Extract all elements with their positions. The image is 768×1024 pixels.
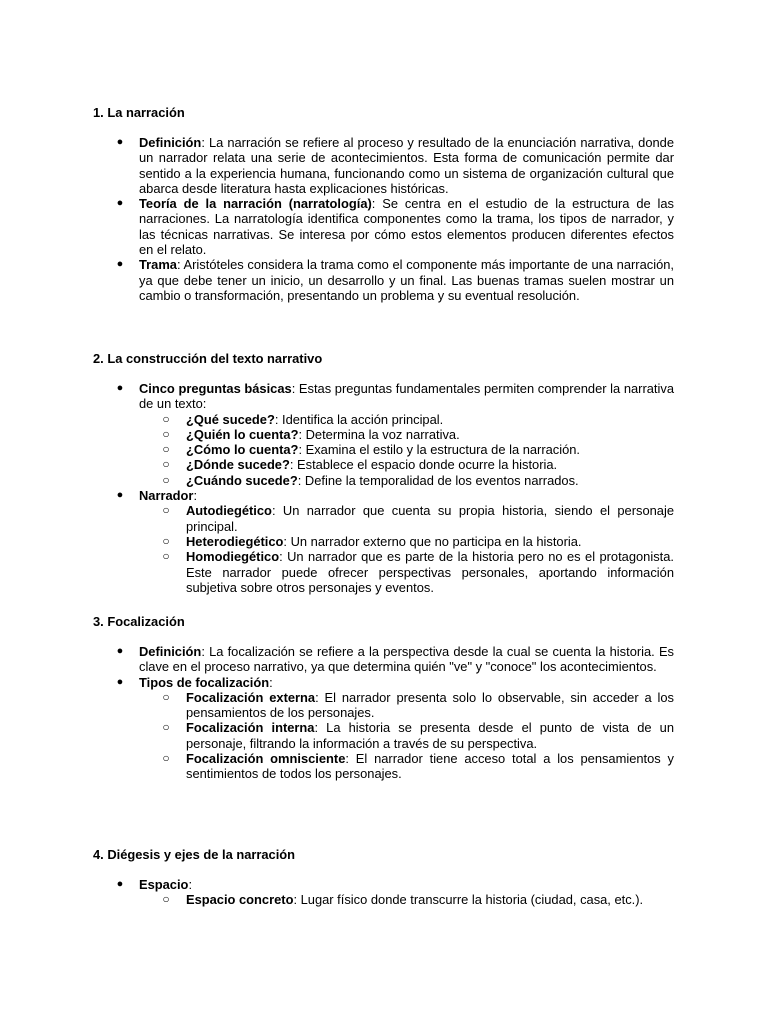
section-1-list	[0, 135, 768, 303]
description: : Examina el estilo y la estructura de la narración.	[298, 442, 581, 458]
description: : Establece el espacio donde ocurre la historia.	[289, 457, 558, 473]
sub-list-item	[0, 690, 674, 721]
description: :	[269, 674, 273, 690]
section-2-list	[0, 381, 768, 595]
description: : Un narrador externo que no participa en la historia.	[283, 533, 582, 549]
term: Narrador	[139, 488, 194, 504]
description: : Un narrador que cuenta su propia historia, siendo el personaje principal.	[186, 503, 674, 534]
term: ¿Quién lo cuenta?	[186, 426, 299, 442]
circle-bullet-icon: ○	[162, 689, 170, 704]
term: Focalización interna	[186, 720, 315, 736]
term: Definición	[139, 135, 202, 150]
circle-bullet-icon: ○	[162, 457, 170, 472]
term: Teoría de la narración (narratología)	[139, 196, 372, 212]
sub-list-item	[0, 549, 674, 595]
description: : El narrador presenta solo lo observable, sin acceder a los pensamientos de los personajes.	[186, 689, 674, 721]
list-item	[0, 135, 674, 196]
list-item	[0, 257, 674, 303]
bullet-icon: ●	[116, 197, 124, 210]
circle-bullet-icon: ○	[162, 503, 170, 518]
term: Cinco preguntas básicas	[139, 381, 292, 396]
section-3-list	[0, 644, 768, 782]
list-item	[0, 488, 674, 503]
circle-bullet-icon: ○	[162, 442, 170, 457]
description: :	[193, 488, 198, 504]
description: : Lugar físico donde transcurre la historia (ciudad, casa, etc.).	[293, 892, 644, 908]
sub-list-item	[0, 503, 674, 534]
description: : Estas preguntas fundamentales permiten comprender la narrativa de un texto:	[139, 381, 674, 412]
term: Homodiegético	[186, 549, 280, 565]
sub-list-item	[0, 427, 674, 442]
circle-bullet-icon: ○	[162, 549, 170, 564]
term: Espacio	[139, 877, 189, 892]
circle-bullet-icon: ○	[162, 751, 170, 766]
circle-bullet-icon: ○	[162, 533, 170, 548]
term: ¿Cuándo sucede?	[186, 472, 298, 488]
bullet-icon: ●	[116, 489, 124, 502]
bullet-icon: ●	[116, 645, 124, 657]
list-item	[0, 381, 674, 412]
bullet-icon: ●	[116, 136, 124, 148]
sub-list-item	[0, 412, 674, 427]
sub-list-item	[0, 534, 674, 549]
circle-bullet-icon: ○	[162, 892, 170, 907]
description: : Aristóteles considera la trama como el componente más importante de una narración, ya que debe tener un inicio, un desarrollo y un final. Las buenas tramas suelen mostrar un cambio o transformación, presentando un problema y su eventual resolución.	[139, 257, 674, 303]
term: Autodiegético	[186, 503, 272, 519]
term: Focalización externa	[186, 689, 316, 705]
term: Trama	[139, 257, 177, 273]
description: : Se centra en el estudio de la estructura de las narraciones. La narratología identifica componentes como la trama, los tipos de narrador, y las técnicas narrativas. Se interesa por cómo estos elementos producen diferentes efectos en el relato.	[139, 196, 674, 258]
circle-bullet-icon: ○	[162, 472, 170, 487]
section-1-title: 1. La narración	[93, 105, 185, 120]
sub-list-item	[0, 442, 674, 457]
description: : Un narrador que es parte de la historia pero no es el protagonista. Este narrador puede ofrecer perspectivas personales, aportando información subjetiva sobre otros personajes y eventos.	[186, 549, 674, 595]
bullet-icon: ●	[116, 382, 124, 394]
description: : Define la temporalidad de los eventos narrados.	[297, 472, 579, 488]
circle-bullet-icon: ○	[162, 720, 170, 735]
list-item	[0, 675, 674, 690]
section-2-title: 2. La construcción del texto narrativo	[93, 351, 323, 366]
section-3-title: 3. Focalización	[93, 614, 185, 629]
sub-list-item	[0, 751, 674, 782]
description: : El narrador tiene acceso total a los pensamientos y sentimientos de todos los personajes.	[186, 751, 674, 782]
sub-list-item	[0, 457, 674, 472]
list-item	[0, 196, 674, 257]
bullet-icon: ●	[116, 258, 124, 271]
term: Espacio concreto	[186, 892, 294, 908]
description: : La historia se presenta desde el punto de vista de un personaje, filtrando la información a través de su perspectiva.	[186, 720, 674, 751]
term: Focalización omnisciente	[186, 751, 346, 767]
term: ¿Dónde sucede?	[186, 457, 290, 473]
bullet-icon: ●	[116, 675, 124, 688]
sub-list-item	[0, 892, 674, 907]
term: ¿Cómo lo cuenta?	[186, 442, 299, 458]
circle-bullet-icon: ○	[162, 411, 170, 426]
term: Tipos de focalización	[139, 674, 270, 690]
term: ¿Qué sucede?	[186, 411, 275, 427]
list-item	[0, 644, 674, 675]
section-4-title: 4. Diégesis y ejes de la narración	[93, 847, 296, 862]
list-item	[0, 877, 674, 892]
bullet-icon: ●	[116, 878, 124, 890]
term: Heterodiegético	[186, 533, 284, 549]
description: : Identifica la acción principal.	[274, 411, 444, 427]
sub-list-item	[0, 720, 674, 751]
circle-bullet-icon: ○	[162, 426, 170, 441]
term: Definición	[139, 644, 202, 659]
description: : La narración se refiere al proceso y resultado de la enunciación narrativa, donde un narrador relata una serie de acontecimientos. Esta forma de comunicación permite dar sentido a la experiencia humana, funcionando como un sistema de organización cultural que abarca desde literatura hasta explicaciones históricas.	[139, 135, 674, 196]
description: : La focalización se refiere a la perspectiva desde la cual se cuenta la historia. Es clave en el proceso narrativo, ya que determina quién "ve" y "conoce" los acontecimientos.	[139, 644, 674, 675]
description: : Determina la voz narrativa.	[298, 426, 460, 442]
section-4-list	[0, 877, 768, 908]
sub-list-item	[0, 473, 674, 488]
description: :	[188, 877, 193, 892]
